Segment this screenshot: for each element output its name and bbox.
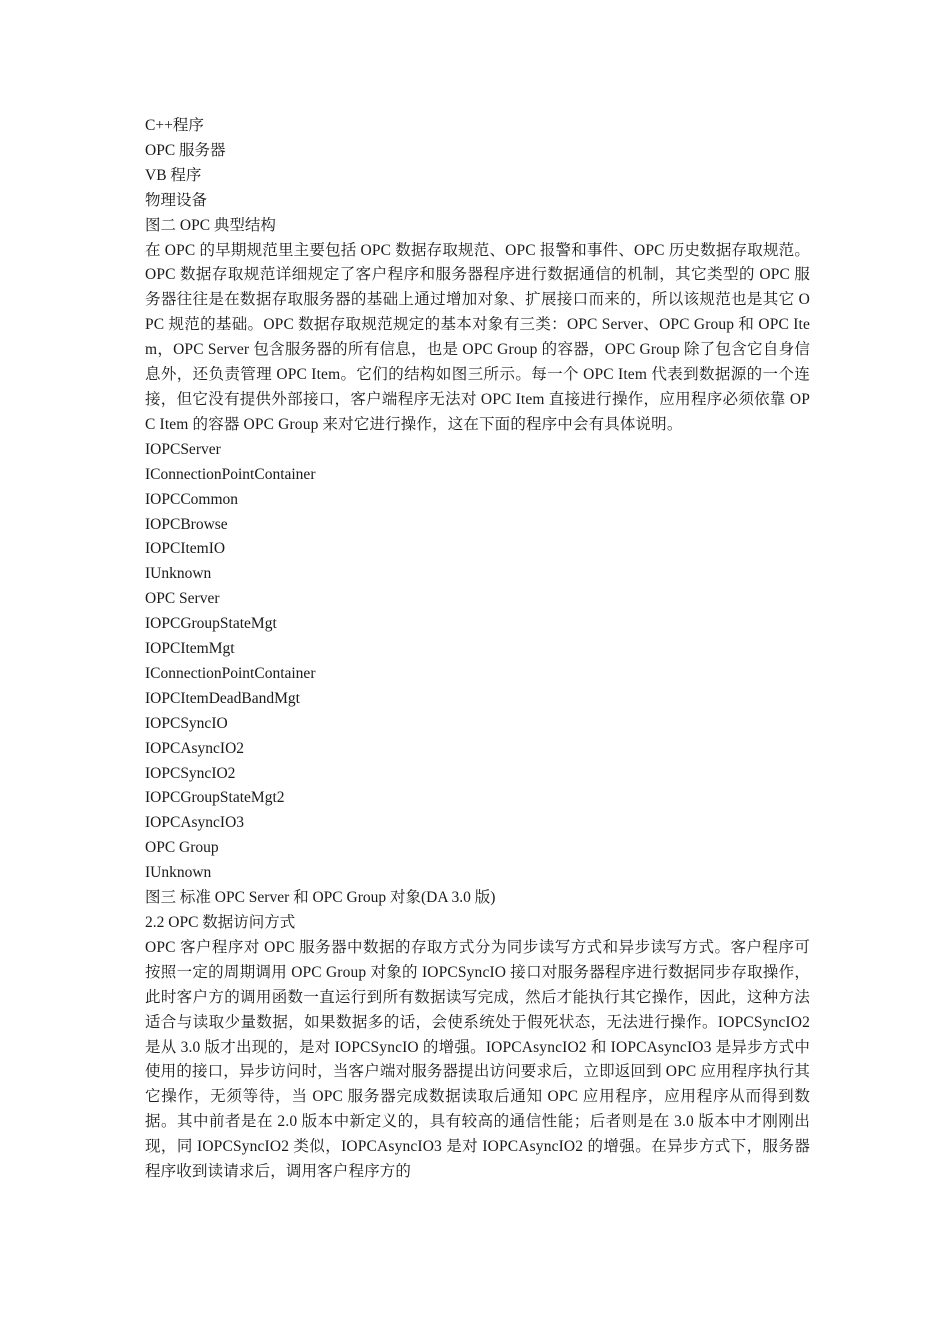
interface-item: IOPCServer — [145, 440, 221, 458]
figure2-caption: 图二 OPC 典型结构 — [145, 216, 276, 234]
interface-item: IConnectionPointContainer — [145, 465, 316, 483]
interface-item: OPC Group — [145, 839, 219, 857]
figure-label-physical-device: 物理设备 — [145, 191, 208, 209]
figure3-caption: 图三 标准 OPC Server 和 OPC Group 对象(DA 3.0 版) — [145, 889, 496, 907]
interface-item: IOPCAsyncIO2 — [145, 739, 245, 757]
interface-item: IOPCCommon — [145, 490, 239, 508]
interface-item: IConnectionPointContainer — [145, 664, 316, 682]
section-heading: 2.2 OPC 数据访问方式 — [145, 914, 296, 931]
interface-item: IOPCSyncIO2 — [145, 764, 236, 782]
figure-label-cpp-program: C++程序 — [145, 117, 204, 134]
interface-item: OPC Server — [145, 590, 220, 608]
figure-label-vb-program: VB 程序 — [145, 166, 202, 184]
interface-item: IOPCAsyncIO3 — [145, 814, 245, 832]
interface-item: IOPCItemMgt — [145, 640, 235, 658]
interface-item: IOPCItemIO — [145, 540, 226, 558]
interface-item: IOPCGroupStateMgt2 — [145, 789, 285, 807]
interface-item: IOPCItemDeadBandMgt — [145, 689, 300, 707]
paragraph-data-access: OPC 客户程序对 OPC 服务器中数据的存取方式分为同步读写方式和异步读写方式。客户程序可按照一定的周期调用 OPC Group 对象的 IOPCSyncIO 接口对服务器程序进行数据同步存取操作，此时客户方的调用函数一直运行到所有数据读写完成，然后才能执行其它操作，因此，这种方法适合与读取少量数据，如果数据多的话，会使系统处于假死状态，无法进行操作。IOPCSyncIO2 是从 3.0 版才出现的，是对 IOPCSyncIO 的增强。IOPCAsyncIO2 和 IOPCAsyncIO3 是异步方式中使用的接口，异步访问时，当客户端对服务器提出访问要求后，立即返回到 OPC 应用程序执行其它操作，无须等待，当 OPC 服务器完成数据读取后通知 OPC 应用程序，应用程序从而得到数据。其中前者是在 2.0 版本中新定义的，具有较高的通信性能；后者则是在 3.0 版本中才刚刚出现，同 IOPCSyncIO2 类似，IOPCAsyncIO3 是对 IOPCAsyncIO2 的增强。在异步方式下，服务器程序收到读请求后，调用客户程序方的 — [145, 938, 810, 1181]
interface-item: IOPCBrowse — [145, 515, 228, 533]
figure-label-opc-server: OPC 服务器 — [145, 141, 226, 159]
interface-item: IUnknown — [145, 864, 212, 882]
paragraph-opc-spec: 在 OPC 的早期规范里主要包括 OPC 数据存取规范、OPC 报警和事件、OPC 历史数据存取规范。OPC 数据存取规范详细规定了客户程序和服务器程序进行数据通信的机制，其它类型的 OPC 服务器往往是在数据存取服务器的基础上通过增加对象、扩展接口而来的，所以该规范也是其它 OPC 规范的基础。OPC 数据存取规范规定的基本对象有三类：OPC Server、OPC Group 和 OPC Item，OPC Server 包含服务器的所有信息，也是 OPC Group 的容器，OPC Group 除了包含它自身信息外，还负责管理 OPC Item。它们的结构如图三所示。每一个 OPC Item 代表到数据源的一个连接，但它没有提供外部接口，客户端程序无法对 OPC Item 直接进行操作，应用程序必须依靠 OPC Item 的容器 OPC Group 来对它进行操作，这在下面的程序中会有具体说明。 — [145, 241, 810, 433]
interface-item: IOPCSyncIO — [145, 714, 228, 732]
document-page — [145, 114, 810, 1185]
interface-item: IUnknown — [145, 565, 212, 583]
interface-item: IOPCGroupStateMgt — [145, 615, 277, 633]
